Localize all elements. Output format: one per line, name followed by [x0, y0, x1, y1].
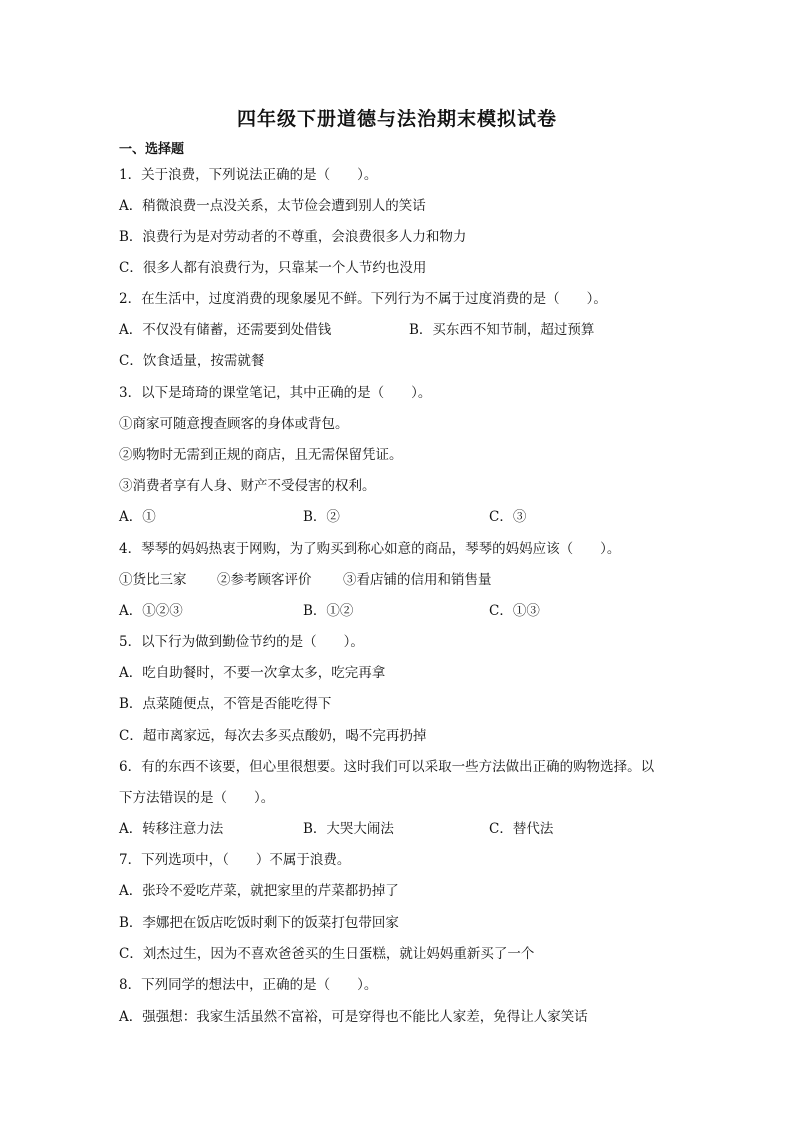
- q3-note-3: ③消费者享有人身、财产不受侵害的权利。: [119, 478, 376, 494]
- q2-option-c: C．饮食适量，按需就餐: [119, 353, 265, 369]
- q3-note-1: ①商家可随意搜查顾客的身体或背包。: [119, 416, 349, 432]
- q4-option-a: A．①②③: [119, 603, 183, 619]
- q5-option-a: A．吃自助餐时，不要一次拿太多，吃完再拿: [119, 665, 386, 681]
- q4-option-c: C．①③: [489, 603, 540, 619]
- q3-option-c: C．③: [489, 509, 527, 525]
- q1-option-c: C．很多人都有浪费行为，只靠某一个人节约也没用: [119, 260, 427, 276]
- q7-option-c: C．刘杰过生，因为不喜欢爸爸买的生日蛋糕，就让妈妈重新买了一个: [119, 946, 535, 962]
- q4-choice-3: ③看店铺的信用和销售量: [343, 572, 492, 588]
- section-heading: 一、选择题: [119, 142, 185, 157]
- q2-option-b: B．买东西不知节制，超过预算: [409, 322, 595, 338]
- q6-option-b: B．大哭大闹法: [303, 821, 394, 837]
- q1-stem: 1．关于浪费，下列说法正确的是（ ）。: [119, 167, 378, 183]
- q2-option-a: A．不仅没有储蓄，还需要到处借钱: [119, 322, 332, 338]
- q3-stem: 3．以下是琦琦的课堂笔记，其中正确的是（ ）。: [119, 385, 432, 401]
- q7-option-a: A．张玲不爱吃芹菜，就把家里的芹菜都扔掉了: [119, 883, 399, 899]
- q4-choice-2: ②参考顾客评价: [217, 572, 312, 588]
- q6-stem-line-2: 下方法错误的是（ ）。: [119, 790, 275, 806]
- q7-option-b: B．李娜把在饭店吃饭时剩下的饭菜打包带回家: [119, 915, 399, 931]
- q3-note-2: ②购物时无需到正规的商店，且无需保留凭证。: [119, 447, 403, 463]
- q1-option-a: A．稍微浪费一点没关系，太节俭会遭到别人的笑话: [119, 198, 426, 214]
- q4-stem: 4．琴琴的妈妈热衷于网购，为了购买到称心如意的商品，琴琴的妈妈应该（ ）。: [119, 541, 621, 557]
- q5-option-c: C．超市离家远，每次去多买点酸奶，喝不完再扔掉: [119, 728, 427, 744]
- q2-stem: 2．在生活中，过度消费的现象屡见不鲜。下列行为不属于过度消费的是（ ）。: [119, 291, 607, 307]
- q8-stem: 8．下列同学的想法中，正确的是（ ）。: [119, 977, 378, 993]
- q5-option-b: B．点菜随便点，不管是否能吃得下: [119, 696, 332, 712]
- q6-option-c: C．替代法: [489, 821, 554, 837]
- exam-title: 四年级下册道德与法治期末模拟试卷: [236, 108, 557, 130]
- q3-option-a: A．①: [119, 509, 156, 525]
- q7-stem: 7．下列选项中，（ ）不属于浪费。: [119, 852, 351, 868]
- q3-option-b: B．②: [303, 509, 340, 525]
- q1-option-b: B．浪费行为是对劳动者的不尊重，会浪费很多人力和物力: [119, 229, 467, 245]
- q6-option-a: A．转移注意力法: [119, 821, 224, 837]
- q8-option-a: A．强强想：我家生活虽然不富裕，可是穿得也不能比人家差，免得让人家笑话: [119, 1009, 588, 1025]
- q6-stem-line-1: 6．有的东西不该要，但心里很想要。这时我们可以采取一些方法做出正确的购物选择。以: [119, 759, 655, 775]
- q4-choice-1: ①货比三家: [119, 572, 187, 588]
- q4-option-b: B．①②: [303, 603, 354, 619]
- q5-stem: 5．以下行为做到勤俭节约的是（ ）。: [119, 634, 364, 650]
